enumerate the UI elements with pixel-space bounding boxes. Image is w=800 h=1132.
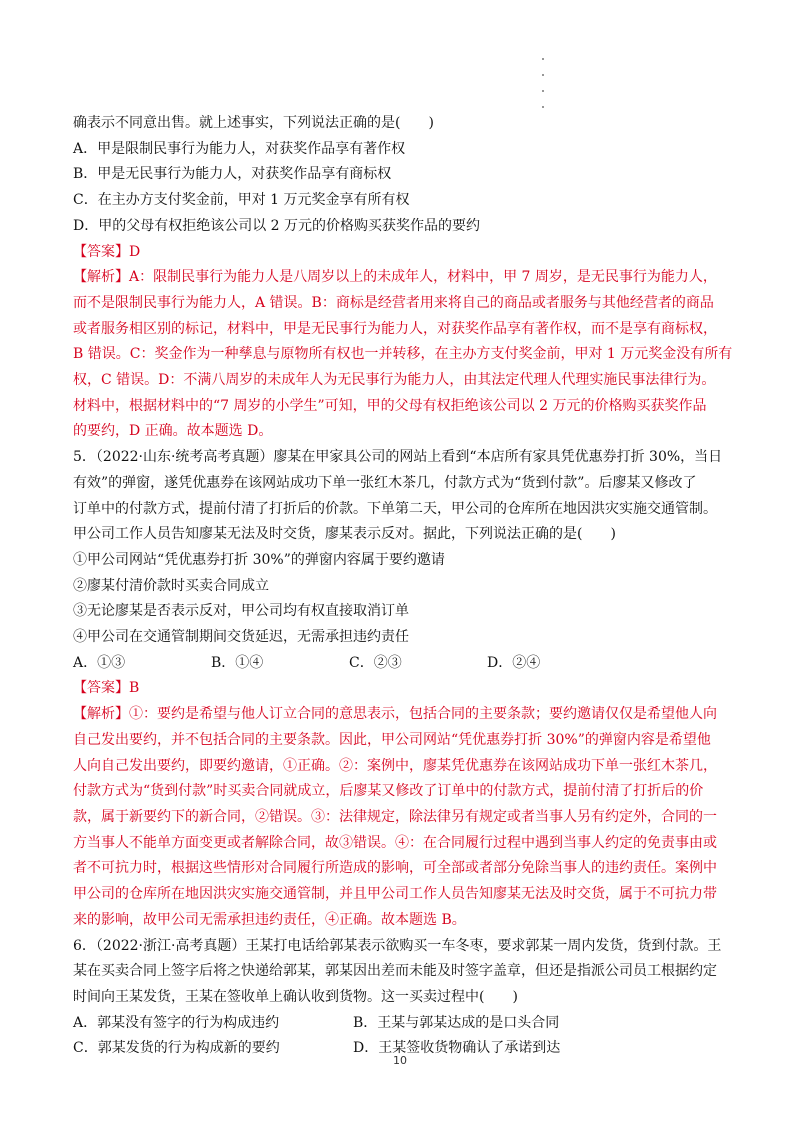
q5-statement-2: ②廖某付清价款时买卖合同成立 (73, 577, 269, 594)
q5-analysis-line: 来的影响，故甲公司无需承担违约责任，④正确。故本题选 B。 (73, 911, 466, 928)
q4-analysis-line: 权，C 错误。D：不满八周岁的未成年人为无民事行为能力人，由其法定代理人代理实施民事法律行为。 (73, 372, 716, 389)
q4-analysis-line: 材料中，根据材料中的“7 周岁的小学生”可知，甲的父母有权拒绝该公司以 2 万元的价格购买获奖作品 (73, 397, 707, 414)
dot (542, 74, 544, 76)
q4-stem-tail: 确表示不同意出售。就上述事实，下列说法正确的是( ) (73, 115, 434, 131)
q5-option-c: C．②③ (349, 654, 402, 671)
q5-stem-line: 订单中的付款方式，提前付清了打折后的价款。下单第二天，甲公司的仓库所在地因洪灾实施交通管制。 (73, 500, 717, 517)
q4-analysis-line: 而不是限制民事行为能力人，A 错误。B：商标是经营者用来将自己的商品或者服务与其他经营者的商品 (73, 294, 714, 311)
q5-statement-1: ①甲公司网站“凭优惠券打折 30%”的弹窗内容属于要约邀请 (73, 551, 445, 568)
q5-option-a: A．①③ (73, 654, 126, 671)
q4-option-d: D．甲的父母有权拒绝该公司以 2 万元的价格购买获奖作品的要约 (73, 217, 481, 234)
q5-stem-line: 有效”的弹窗，遂凭优惠券在该网站成功下单一张红木茶几，付款方式为“货到付款”。后廖某又修改了 (73, 474, 697, 491)
q4-answer: 【答案】D (73, 243, 141, 260)
q5-analysis-line: 【解析】①：要约是希望与他人订立合同的意思表示，包括合同的主要条款；要约邀请仅仅是希望他人向 (73, 706, 717, 723)
q4-option-a: A．甲是限制民事行为能力人，对获奖作品享有著作权 (73, 140, 406, 157)
q4-analysis-line: 或者服务相区别的标记，材料中，甲是无民事行为能力人，对获奖作品享有著作权，而不是享有商标权， (73, 320, 717, 337)
q5-analysis-line: 甲公司的仓库所在地因洪灾实施交通管制，并且甲公司工作人员告知廖某无法及时交货，属于不可抗力带 (73, 886, 717, 903)
q4-analysis-line: B 错误。C：奖金作为一种孳息与原物所有权也一并转移，在主办方支付奖金前，甲对 1 万元奖金没有所有 (73, 346, 733, 363)
q5-option-b: B．①④ (211, 654, 264, 671)
q5-stem-line: 甲公司工作人员告知廖某无法及时交货，廖某表示反对。据此，下列说法正确的是( ) (73, 526, 616, 543)
page-content (73, 111, 733, 1062)
q6-stem-line: 6．（2022·浙江·高考真题）王某打电话给郭某表示欲购买一车冬枣，要求郭某一周内发货，货到付款。王 (73, 937, 722, 954)
q6-option-a: A．郭某没有签字的行为构成违约 (73, 1014, 280, 1031)
q4-analysis-line: 【解析】A：限制民事行为能力人是八周岁以上的未成年人，材料中，甲 7 周岁，是无民事行为能力人， (73, 269, 717, 286)
q6-options-row-1 (73, 1011, 733, 1037)
q5-analysis-line: 方当事人不能单方面变更或者解除合同，故③错误。④：在合同履行过程中遇到当事人约定的免责事由或 (73, 834, 717, 851)
q5-stem-line: 5．（2022·山东·统考高考真题）廖某在甲家具公司的网站上看到“本店所有家具凭优惠券打折 30%，当日 (73, 449, 723, 466)
q5-analysis-line: 付款方式为“货到付款”时买卖合同就成立，后廖某又修改了订单中的付款方式，提前付清了打折后的价 (73, 783, 704, 800)
q4-analysis-line: 的要约，D 正确。故本题选 D。 (73, 423, 273, 440)
q5-options (73, 651, 733, 677)
q5-analysis-line: 款，属于新要约下的新合同，②错误。③：法律规定，除法律另有规定或者当事人另有约定外，合同的一 (73, 808, 717, 825)
q5-statement-4: ④甲公司在交通管制期间交货延迟，无需承担违约责任 (73, 629, 409, 646)
q6-option-d: D．王某签收货物确认了承诺到达 (353, 1040, 561, 1057)
q6-option-c: C．郭某发货的行为构成新的要约 (73, 1040, 280, 1057)
q4-option-b: B．甲是无民事行为能力人，对获奖作品享有商标权 (73, 166, 392, 183)
q6-stem-line: 时间向王某发货，王某在签收单上确认收到货物。这一买卖过程中( ) (73, 988, 518, 1005)
q5-statement-3: ③无论廖某是否表示反对，甲公司均有权直接取消订单 (73, 603, 409, 620)
q6-option-b: B．王某与郭某达成的是口头合同 (353, 1014, 560, 1031)
q5-analysis-line: 自己发出要约，并不包括合同的主要条款。因此，甲公司网站“凭优惠券打折 30%”的弹窗内容是希望他 (73, 731, 711, 748)
q5-analysis-line: 人向自己发出要约，即要约邀请，①正确。②：案例中，廖某凭优惠券在该网站成功下单一张红木茶几， (73, 757, 717, 774)
q4-option-c: C．在主办方支付奖金前，甲对 1 万元奖金享有所有权 (73, 192, 410, 209)
page-number: 10 (393, 1054, 407, 1067)
q5-answer: 【答案】B (73, 680, 140, 697)
dot (542, 90, 544, 92)
dot (542, 106, 544, 108)
dot (542, 58, 544, 60)
q6-stem-line: 某在买卖合同上签字后将之快递给郭某，郭某因出差而未能及时签字盖章，但还是指派公司员工根据约定 (73, 963, 717, 980)
q5-analysis-line: 者不可抗力时，根据这些情形对合同履行所造成的影响，可全部或者部分免除当事人的违约责任。案例中 (73, 860, 717, 877)
q5-option-d: D．②④ (487, 654, 541, 671)
